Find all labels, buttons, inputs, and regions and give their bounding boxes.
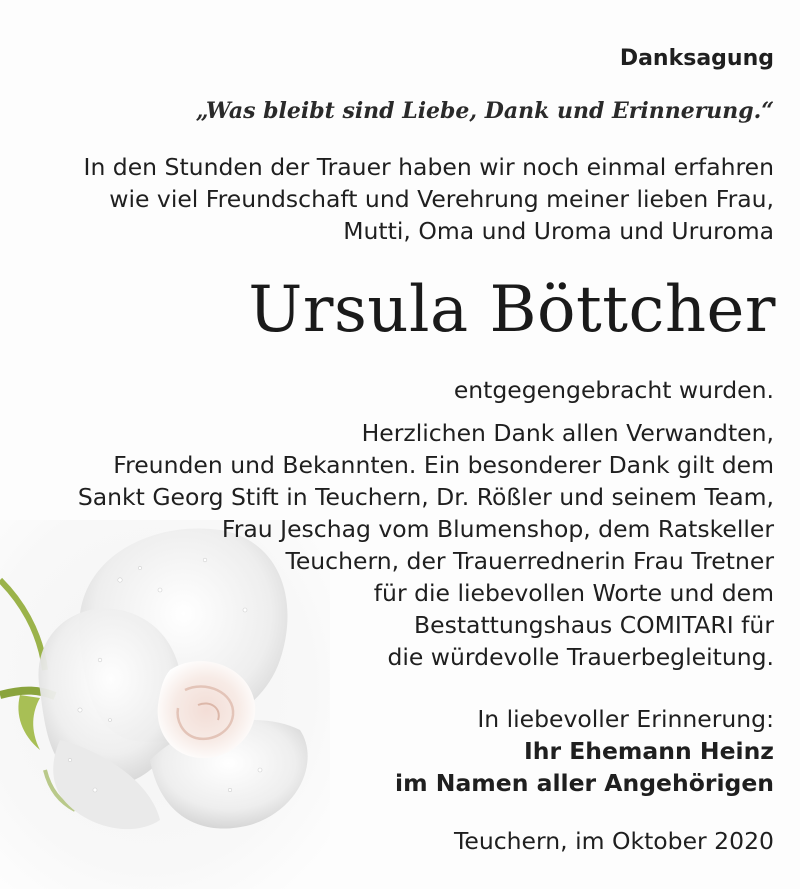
signatory-sub: im Namen aller Angehörigen	[395, 769, 774, 797]
place-date: Teuchern, im Oktober 2020	[454, 827, 774, 855]
intro-line: Mutti, Oma und Uroma und Ururoma	[343, 217, 774, 245]
notice-heading: Danksagung	[619, 46, 774, 71]
after-name-line: entgegengebracht wurden.	[453, 376, 774, 404]
signatory: Ihr Ehemann Heinz	[523, 737, 774, 765]
thanks-line: Sankt Georg Stift in Teuchern, Dr. Rößler und seinem Team,	[77, 483, 774, 511]
thanks-line: Teuchern, der Trauerrednerin Frau Tretner	[285, 547, 774, 575]
deceased-name: Ursula Böttcher	[248, 273, 776, 347]
thanks-line: für die liebevollen Worte und dem	[373, 579, 774, 607]
thanks-line: Bestattungshaus COMITARI für	[414, 611, 774, 639]
notice-quote: „Was bleibt sind Liebe, Dank und Erinnerung.“	[195, 98, 774, 124]
thanks-line: Freunden und Bekannten. Ein besonderer Dank gilt dem	[113, 451, 774, 479]
thanks-line: Frau Jeschag vom Blumenshop, dem Ratskeller	[221, 515, 774, 543]
thanks-line: Herzlichen Dank allen Verwandten,	[361, 419, 774, 447]
closing-line: In liebevoller Erinnerung:	[477, 705, 774, 733]
thanks-line: die würdevolle Trauerbegleitung.	[387, 643, 774, 671]
intro-line: In den Stunden der Trauer haben wir noch einmal erfahren	[83, 153, 774, 181]
intro-line: wie viel Freundschaft und Verehrung meiner lieben Frau,	[109, 185, 774, 213]
